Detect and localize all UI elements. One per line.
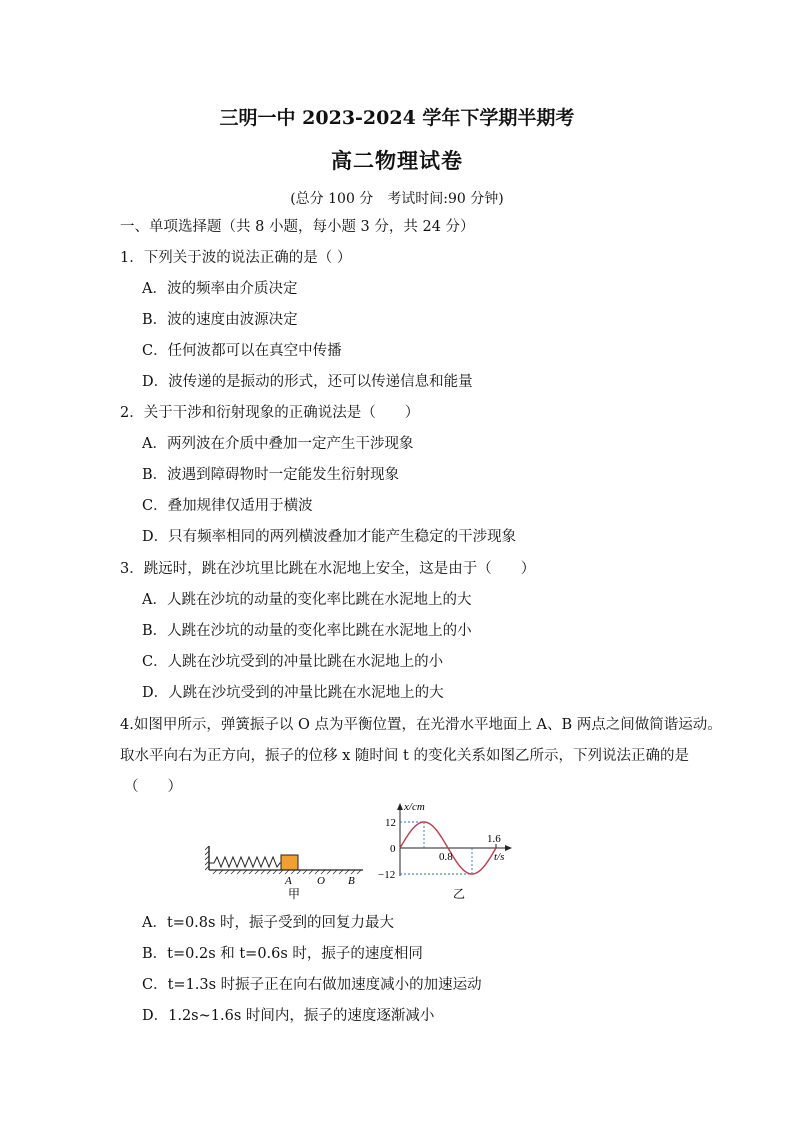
wall [205, 846, 209, 870]
question-3-option-c: C．人跳在沙坑受到的冲量比跳在水泥地上的小 [142, 654, 444, 670]
question-1-option-d: D．波传递的是振动的形式，还可以传递信息和能量 [142, 374, 473, 390]
figure-left-caption: 甲 [288, 887, 301, 900]
question-2-stem: 2．关于干涉和衍射现象的正确说法是（ ） [120, 405, 420, 421]
question-1-option-a: A．波的频率由介质决定 [142, 281, 298, 297]
question-4-option-d: D．1.2s~1.6s 时间内，振子的速度逐渐减小 [142, 1008, 435, 1024]
y-min-label: −12 [378, 869, 396, 881]
question-4-line-3: （ ） [124, 779, 182, 795]
question-1-option-b: B．波的速度由波源决定 [142, 312, 298, 328]
exam-subtitle: 高二物理试卷 [331, 148, 463, 173]
exam-time: 考试时间:90 分钟) [387, 191, 504, 207]
question-4-option-a: A．t=0.8s 时，振子受到的回复力最大 [142, 915, 395, 931]
question-3-option-b: B．人跳在沙坑的动量的变化率比跳在水泥地上的小 [142, 623, 472, 639]
xt-graph [378, 801, 512, 881]
oscillator-block [281, 855, 298, 870]
y-max-label: 12 [385, 817, 396, 829]
exam-title: 三明一中 2023-2024 学年下学期半期考 [219, 107, 575, 129]
question-4-option-c: C．t=1.3s 时振子正在向右做加速度减小的加速运动 [142, 977, 482, 993]
exam-meta [0, 188, 794, 208]
t-axis-arrow [505, 845, 512, 851]
point-a-label: A [285, 875, 292, 887]
question-4-figure [205, 800, 525, 900]
t-axis-label: t/s [494, 851, 505, 863]
figure-right-caption: 乙 [453, 887, 466, 900]
question-3-option-d: D．人跳在沙坑受到的冲量比跳在水泥地上的大 [142, 685, 444, 701]
point-b-label: B [348, 875, 355, 887]
origin-label: 0 [390, 843, 396, 855]
question-1-option-c: C．任何波都可以在真空中传播 [142, 343, 342, 359]
ground [209, 870, 363, 874]
question-2-option-c: C．叠加规律仅适用于横波 [142, 498, 313, 514]
question-3-option-a: A．人跳在沙坑的动量的变化率比跳在水泥地上的大 [142, 592, 472, 608]
t-mid-label: 0.8 [439, 851, 453, 863]
question-4-line-1: 4.如图甲所示，弹簧振子以 O 点为平衡位置，在光滑水平地面上 A、B 两点之间做简谐运动。 [120, 717, 722, 733]
total-score: (总分 100 分 [290, 191, 374, 207]
point-o-label: O [317, 875, 325, 887]
section-heading: 一、单项选择题（共 8 小题，每小题 3 分，共 24 分） [120, 219, 475, 235]
y-axis-label: x/cm [404, 801, 425, 813]
question-3-stem: 3．跳远时，跳在沙坑里比跳在水泥地上安全，这是由于（ ） [120, 561, 536, 577]
question-2-option-b: B．波遇到障碍物时一定能发生衍射现象 [142, 467, 400, 483]
question-1-stem: 1．下列关于波的说法正确的是（ ） [120, 250, 352, 266]
y-axis-arrow [397, 803, 403, 810]
t-end-label: 1.6 [487, 833, 501, 845]
spring [209, 857, 281, 867]
question-2-option-a: A．两列波在介质中叠加一定产生干涉现象 [142, 436, 414, 452]
question-2-option-d: D．只有频率相同的两列横波叠加才能产生稳定的干涉现象 [142, 529, 517, 545]
question-4-option-b: B．t=0.2s 和 t=0.6s 时，振子的速度相同 [142, 946, 423, 962]
question-4-line-2: 取水平向右为正方向，振子的位移 x 随时间 t 的变化关系如图乙所示，下列说法正确的是 [120, 748, 689, 764]
